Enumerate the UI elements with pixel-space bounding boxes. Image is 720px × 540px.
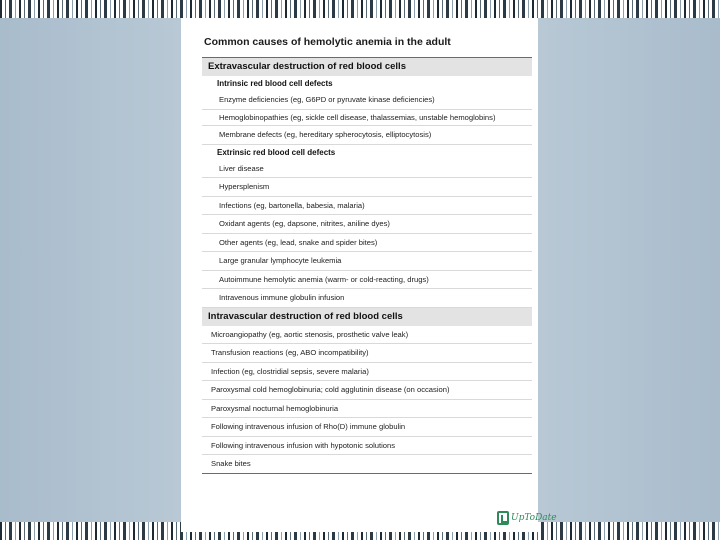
table-row: Microangiopathy (eg, aortic stenosis, prosthetic valve leak) xyxy=(202,326,532,345)
top-barcode-border xyxy=(0,0,720,18)
table-row: Following intravenous infusion with hypotonic solutions xyxy=(202,437,532,456)
subheading-intrinsic: Intrinsic red blood cell defects xyxy=(217,79,333,88)
table-row: Paroxysmal cold hemoglobinuria; cold agglutinin disease (on occasion) xyxy=(202,381,532,400)
table-row: Hypersplenism xyxy=(202,178,532,197)
table-row: Infection (eg, clostridial sepsis, severe malaria) xyxy=(202,363,532,382)
table-row: Other agents (eg, lead, snake and spider bites) xyxy=(202,234,532,253)
table-row: Hemoglobinopathies (eg, sickle cell disease, thalassemias, unstable hemoglobins) xyxy=(202,110,532,127)
page-title: Common causes of hemolytic anemia in the adult xyxy=(204,36,451,48)
logo-text: UpToDate xyxy=(511,513,557,523)
table-row: Infections (eg, bartonella, babesia, malaria) xyxy=(202,197,532,216)
table-row: Membrane defects (eg, hereditary spherocytosis, elliptocytosis) xyxy=(202,126,532,145)
table-row: Intravenous immune globulin infusion xyxy=(202,289,532,308)
table-row: Transfusion reactions (eg, ABO incompatibility) xyxy=(202,344,532,363)
table-row: Enzyme deficiencies (eg, G6PD or pyruvate kinase deficiencies) xyxy=(202,91,532,110)
uptodate-logo xyxy=(497,509,557,527)
table-row: Snake bites xyxy=(202,455,532,474)
table-row: Paroxysmal nocturnal hemoglobinuria xyxy=(202,400,532,419)
table-row: Following intravenous infusion of Rho(D) immune globulin xyxy=(202,418,532,437)
table-row: Autoimmune hemolytic anemia (warm- or cold-reacting, drugs) xyxy=(202,271,532,290)
subheading-extrinsic: Extrinsic red blood cell defects xyxy=(217,147,336,157)
section-heading-intravascular: Intravascular destruction of red blood cells xyxy=(202,308,532,326)
causes-table xyxy=(202,57,532,474)
document-page xyxy=(181,18,557,532)
section-heading-extravascular: Extravascular destruction of red blood cells xyxy=(202,58,532,76)
table-row: Oxidant agents (eg, dapsone, nitrites, aniline dyes) xyxy=(202,215,532,234)
table-row: Large granular lymphocyte leukemia xyxy=(202,252,532,271)
table-row: Liver disease xyxy=(202,160,532,179)
uptodate-logo-icon xyxy=(497,511,509,525)
